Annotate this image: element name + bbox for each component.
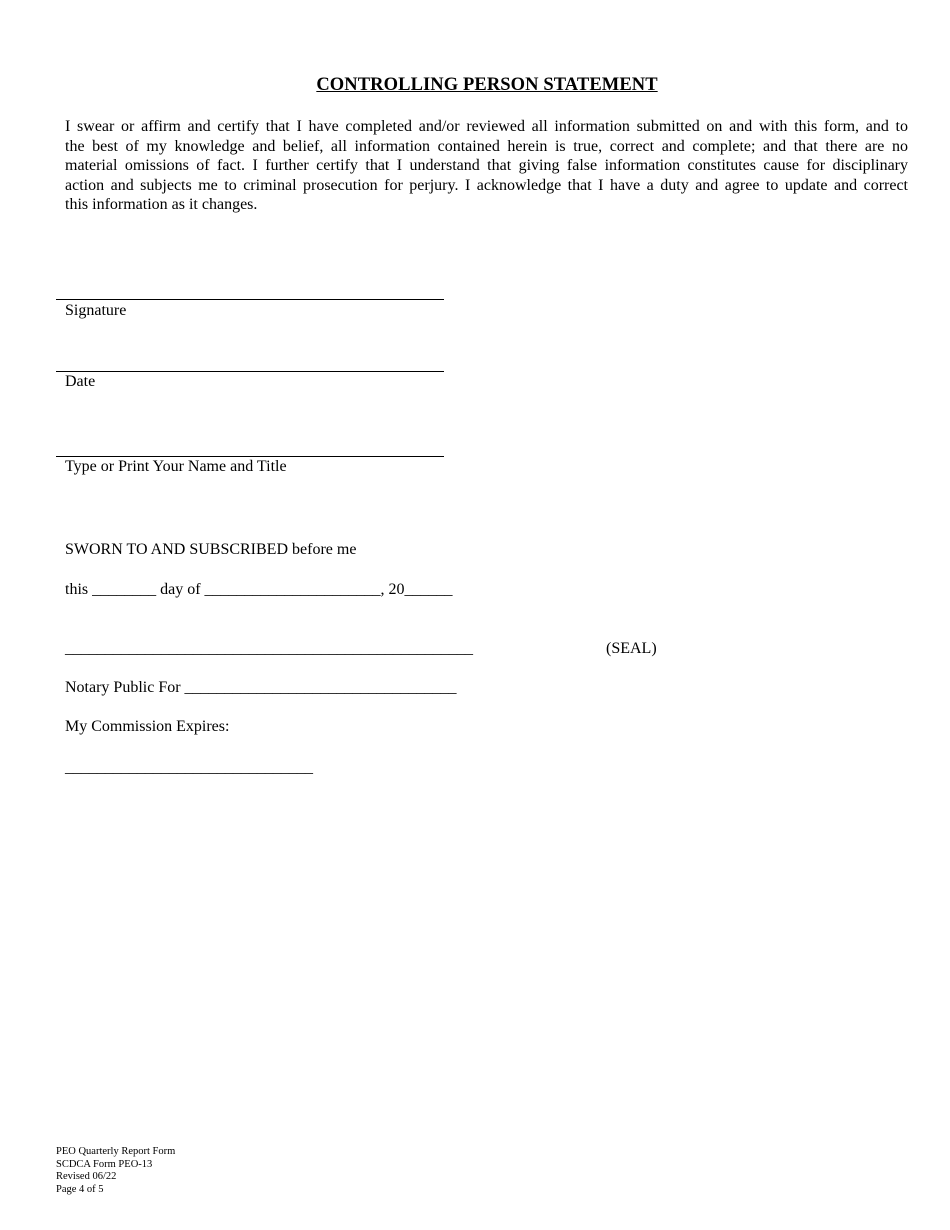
sworn-text: SWORN TO AND SUBSCRIBED before me	[65, 541, 357, 558]
statement-line: I swear or affirm and certify that I have completed and/or reviewed all information submitted on and with this form, and to	[65, 118, 908, 135]
day-month-year-field[interactable]: this ________ day of ______________________, 20______	[65, 581, 453, 598]
notary-public-field[interactable]: Notary Public For __________________________________	[65, 679, 457, 696]
signature-line[interactable]	[56, 299, 444, 300]
footer-line: Page 4 of 5	[56, 1183, 104, 1195]
date-line[interactable]	[56, 371, 444, 372]
commission-expiry-line[interactable]: _______________________________	[65, 759, 313, 776]
commission-label: My Commission Expires:	[65, 718, 230, 735]
name-title-label: Type or Print Your Name and Title	[65, 458, 287, 475]
footer-line: PEO Quarterly Report Form	[56, 1146, 176, 1157]
statement-line: this information as it changes.	[65, 196, 258, 214]
certification-statement	[65, 117, 908, 215]
signature-label: Signature	[65, 302, 127, 319]
statement-line: material omissions of fact. I further certify that I understand that giving false information constitutes cause for disciplinary	[65, 157, 908, 175]
footer	[56, 1146, 175, 1196]
seal-label: (SEAL)	[606, 640, 657, 657]
notary-signature-line[interactable]: ___________________________________________________	[65, 640, 473, 657]
footer-line: Revised 06/22	[56, 1171, 117, 1183]
page-title: CONTROLLING PERSON STATEMENT	[316, 75, 658, 95]
name-title-line[interactable]	[56, 456, 444, 457]
statement-line: action and subjects me to criminal prosecution for perjury. I acknowledge that I have a duty and agree to update and correct	[65, 176, 908, 194]
statement-line: the best of my knowledge and belief, all information contained herein is true, correct and complete; and that there are no	[65, 137, 908, 155]
date-label: Date	[65, 373, 96, 390]
footer-line: SCDCA Form PEO-13	[56, 1158, 153, 1170]
